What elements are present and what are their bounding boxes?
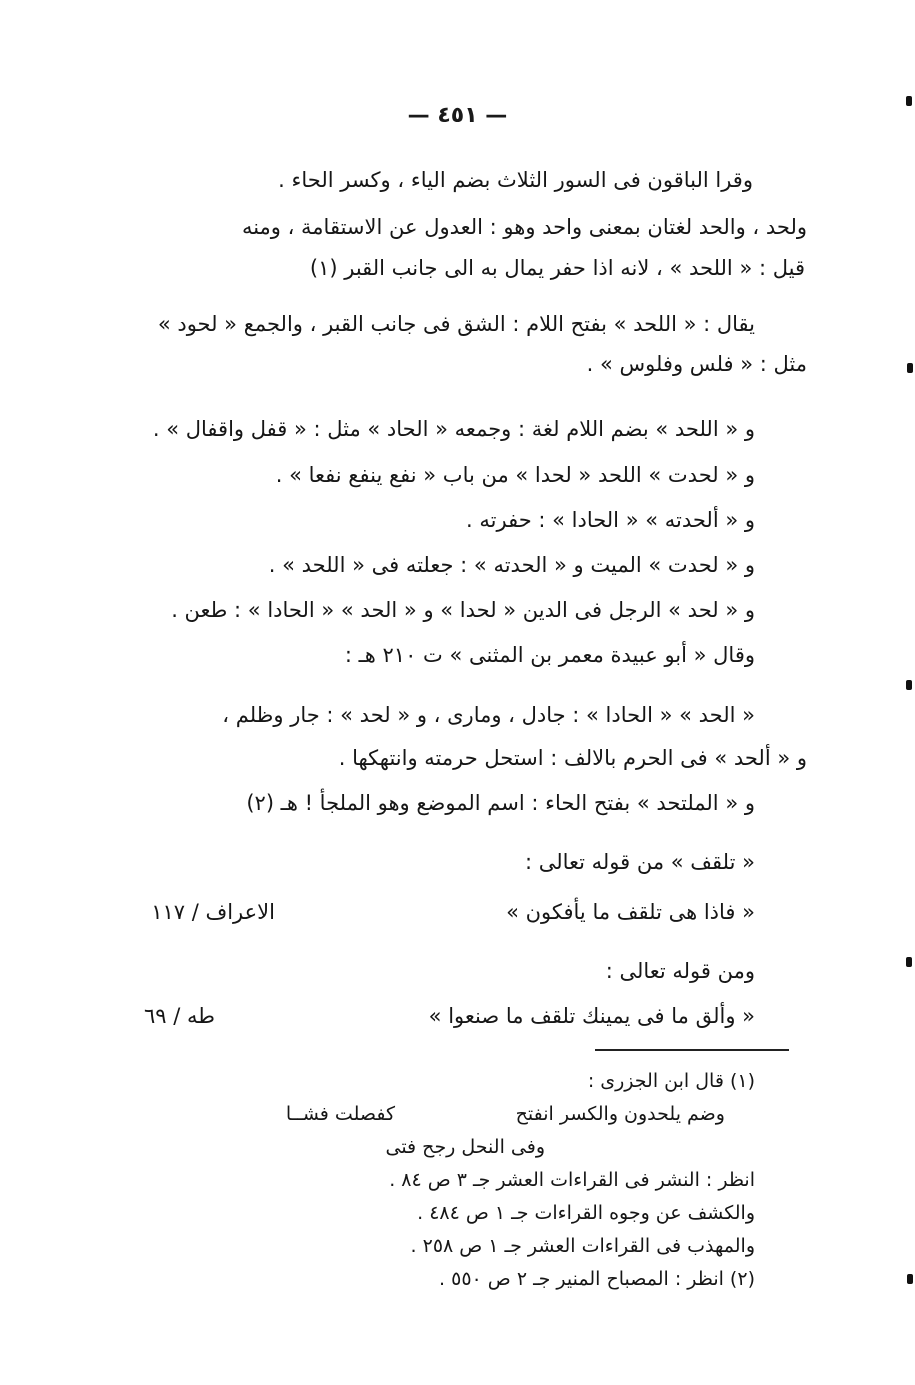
- scan-edge-mark: [907, 1274, 913, 1284]
- verse-reference: طه / ٦٩: [144, 1004, 215, 1028]
- text-line: و « الملتحد » بفتح الحاء : اسم الموضع وهو الملجأ ! هـ (٢): [246, 791, 755, 815]
- text-line: يقال : « اللحد » بفتح اللام : الشق فى جانب القبر ، والجمع « لحود »: [157, 312, 755, 336]
- text-line: و « لحدت » الميت و « الحدته » : جعلته فى « اللحد » .: [268, 553, 755, 577]
- quran-verse: « وألق ما فى يمينك تلقف ما صنعوا »: [428, 1004, 755, 1028]
- scan-edge-mark: [907, 363, 913, 373]
- text-line: وقرا الباقون فى السور الثلاث بضم الياء ، وكسر الحاء .: [278, 168, 753, 192]
- footnote-poem-hemistich: وضم يلحدون والكسر انفتح: [515, 1103, 725, 1125]
- quran-verse: « فاذا هى تلقف ما يأفكون »: [506, 900, 755, 924]
- text-line: و « ألحدته » « الحادا » : حفرته .: [466, 508, 755, 532]
- text-line: ولحد ، والحد لغتان بمعنى واحد وهو : العدول عن الاستقامة ، ومنه: [241, 215, 807, 239]
- text-line: « تلقف » من قوله تعالى :: [524, 850, 755, 874]
- text-line: وقال « أبو عبيدة معمر بن المثنى » ت ٢١٠ هـ :: [344, 643, 755, 667]
- text-line: مثل : « فلس وفلوس » .: [586, 352, 807, 376]
- scan-edge-mark: [906, 957, 912, 967]
- scan-edge-mark: [906, 96, 912, 106]
- text-line: قيل : « اللحد » ، لانه اذا حفر يمال به الى جانب القبر (١): [309, 256, 805, 280]
- footnote-line: (٢) انظر : المصباح المنير جـ ٢ ص ٥٥٠ .: [439, 1268, 755, 1290]
- text-line: و « اللحد » بضم اللام لغة : وجمعه « الحاد » مثل : « قفل واقفال » .: [152, 417, 755, 441]
- footnote-line: انظر : النشر فى القراءات العشر جـ ٣ ص ٨٤ .: [389, 1169, 755, 1191]
- footnote-line: والكشف عن وجوه القراءات جـ ١ ص ٤٨٤ .: [417, 1202, 755, 1224]
- text-line: و « لحدت » اللحد « لحدا » من باب « نفع ينفع نفعا » .: [275, 463, 755, 487]
- text-line: ومن قوله تعالى :: [605, 959, 755, 983]
- text-line: و « ألحد » فى الحرم بالالف : استحل حرمته وانتهكها .: [338, 746, 807, 770]
- scan-edge-mark: [906, 680, 912, 690]
- footnote-poem-hemistich: كفصلت فشــا: [285, 1103, 395, 1125]
- text-line: و « لحد » الرجل فى الدين « لحدا » و « الحد » « الحادا » : طعن .: [171, 598, 755, 622]
- verse-reference: الاعراف / ١١٧: [151, 900, 275, 924]
- page-number: — ٤٥١ —: [407, 103, 508, 128]
- footnote-line: (١) قال ابن الجزرى :: [587, 1070, 755, 1092]
- footnote-line: وفى النحل رجح فتى: [385, 1136, 545, 1158]
- footnote-separator: [595, 1049, 789, 1051]
- text-line: « الحد » « الحادا » : جادل ، ومارى ، و « لحد » : جار وظلم ،: [222, 703, 755, 727]
- footnote-line: والمهذب فى القراءات العشر جـ ١ ص ٢٥٨ .: [410, 1235, 755, 1257]
